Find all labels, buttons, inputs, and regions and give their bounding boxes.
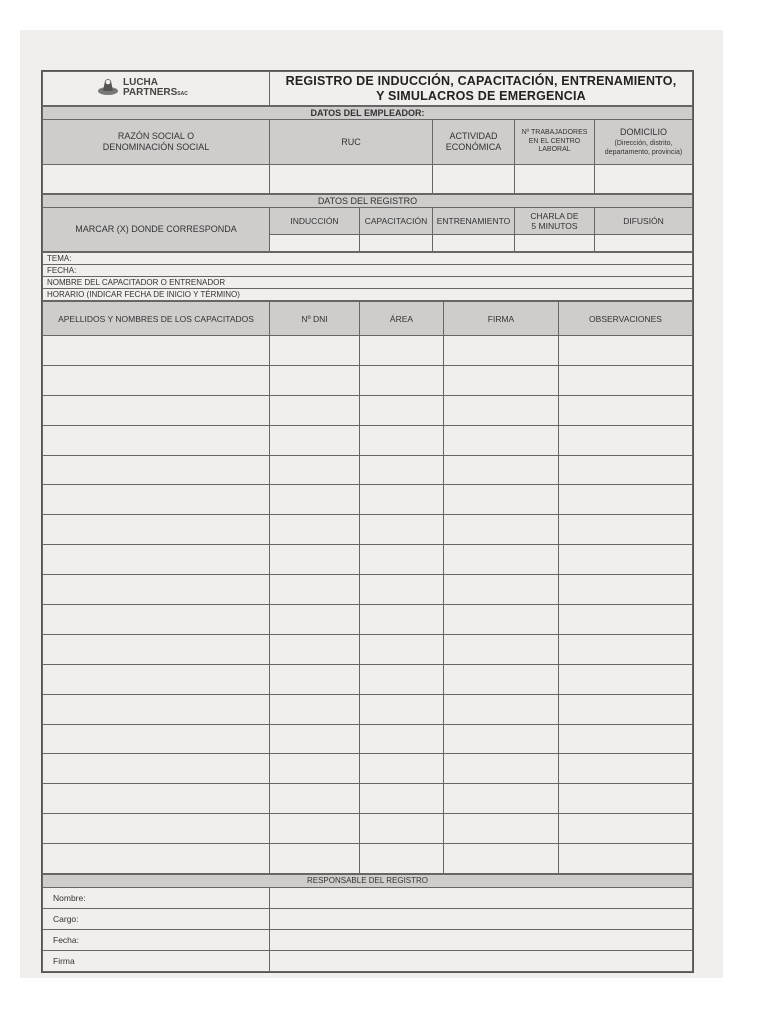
cell-dni[interactable] [270,784,360,814]
input-trabajadores[interactable] [515,165,595,194]
table-row [43,336,693,366]
table-row [43,634,693,664]
cell-observaciones[interactable] [559,365,693,395]
label-cargo: Cargo: [43,909,270,930]
cell-firma[interactable] [444,694,559,724]
cell-observaciones[interactable] [559,724,693,754]
cell-area[interactable] [360,605,444,635]
cell-firma[interactable] [444,754,559,784]
col-domicilio [595,120,693,165]
cell-nombre[interactable] [43,425,270,455]
cell-area[interactable] [360,844,444,874]
col-observaciones: OBSERVACIONES [559,302,693,336]
cell-nombre[interactable] [43,336,270,366]
cell-firma[interactable] [444,515,559,545]
field-tema[interactable]: TEMA: [43,253,693,265]
cell-area[interactable] [360,425,444,455]
option-entrenamiento: ENTRENAMIENTO [433,208,515,235]
cell-observaciones[interactable] [559,605,693,635]
cell-observaciones[interactable] [559,694,693,724]
cell-nombre[interactable] [43,694,270,724]
cell-observaciones[interactable] [559,634,693,664]
form-header [42,71,693,106]
cell-nombre[interactable] [43,485,270,515]
col-area: ÁREA [360,302,444,336]
checkbox-induccion[interactable] [270,235,360,252]
domicilio-sublabel: (Dirección, distrito, departamento, provincia) [604,140,683,156]
logo-text-line2: PARTNERS [123,87,178,98]
cell-nombre[interactable] [43,844,270,874]
table-row [43,455,693,485]
cell-nombre[interactable] [43,784,270,814]
cell-firma[interactable] [444,545,559,575]
label-firma: Firma [43,951,270,972]
table-row [43,395,693,425]
cell-dni[interactable] [270,694,360,724]
responsable-table [42,874,693,972]
checkbox-difusion[interactable] [595,235,693,252]
field-capacitador[interactable]: NOMBRE DEL CAPACITADOR O ENTRENADOR [43,277,693,289]
cell-observaciones[interactable] [559,485,693,515]
cell-dni[interactable] [270,455,360,485]
col-trabajadores: Nº TRABAJADORES EN EL CENTRO LABORAL [515,120,595,165]
checkbox-capacitacion[interactable] [360,235,433,252]
cell-nombre[interactable] [43,455,270,485]
cell-dni[interactable] [270,814,360,844]
col-razon-social: RAZÓN SOCIAL O DENOMINACIÓN SOCIAL [43,120,270,165]
cell-area[interactable] [360,784,444,814]
option-induccion: INDUCCIÓN [270,208,360,235]
info-fields [42,252,693,301]
cell-area[interactable] [360,754,444,784]
cell-area[interactable] [360,724,444,754]
cell-nombre[interactable] [43,605,270,635]
domicilio-label: DOMICILIO [619,127,667,137]
cell-nombre[interactable] [43,814,270,844]
form-title-line1: REGISTRO DE INDUCCIÓN, CAPACITACIÓN, ENTRENAMIENTO, [285,73,677,88]
logo-text-line1: LUCHA [123,77,158,88]
cell-firma[interactable] [444,485,559,515]
cell-firma[interactable] [444,336,559,366]
input-cargo[interactable] [270,909,693,930]
table-row [43,664,693,694]
cell-area[interactable] [360,664,444,694]
registration-form [41,70,694,973]
cell-firma[interactable] [444,455,559,485]
responsable-section-title: RESPONSABLE DEL REGISTRO [43,875,693,888]
cell-observaciones[interactable] [559,664,693,694]
col-actividad: ACTIVIDAD ECONÓMICA [433,120,515,165]
cell-observaciones[interactable] [559,395,693,425]
option-capacitacion: CAPACITACIÓN [360,208,433,235]
field-fecha[interactable]: FECHA: [43,265,693,277]
form-title-line2: Y SIMULACROS DE EMERGENCIA [376,88,586,103]
cell-nombre[interactable] [43,545,270,575]
col-dni: Nº DNI [270,302,360,336]
employer-section-title: DATOS DEL EMPLEADOR: [43,107,693,120]
cell-firma[interactable] [444,575,559,605]
cell-dni[interactable] [270,664,360,694]
cell-firma[interactable] [444,605,559,635]
col-apellidos: APELLIDOS Y NOMBRES DE LOS CAPACITADOS [43,302,270,336]
cell-observaciones[interactable] [559,515,693,545]
cell-nombre[interactable] [43,365,270,395]
cell-dni[interactable] [270,844,360,874]
cell-firma[interactable] [444,425,559,455]
table-row [43,694,693,724]
cell-observaciones[interactable] [559,814,693,844]
cell-dni[interactable] [270,395,360,425]
registro-section-title: DATOS DEL REGISTRO [43,195,693,208]
table-row [43,724,693,754]
cell-area[interactable] [360,485,444,515]
cell-nombre[interactable] [43,664,270,694]
attendees-table [42,301,693,874]
cell-dni[interactable] [270,634,360,664]
input-fecha[interactable] [270,930,693,951]
cell-area[interactable] [360,814,444,844]
cell-dni[interactable] [270,754,360,784]
cell-area[interactable] [360,395,444,425]
cell-dni[interactable] [270,515,360,545]
cell-firma[interactable] [444,724,559,754]
cell-area[interactable] [360,634,444,664]
cell-nombre[interactable] [43,515,270,545]
attendee-rows [43,336,693,874]
cell-dni[interactable] [270,336,360,366]
cell-observaciones[interactable] [559,754,693,784]
logo-cell [43,72,270,106]
field-horario[interactable]: HORARIO (INDICAR FECHA DE INICIO Y TÉRMINO) [43,289,693,301]
table-row [43,365,693,395]
table-row [43,844,693,874]
cell-firma[interactable] [444,784,559,814]
cell-nombre[interactable] [43,575,270,605]
table-row [43,485,693,515]
cell-nombre[interactable] [43,634,270,664]
label-fecha: Fecha: [43,930,270,951]
cell-area[interactable] [360,365,444,395]
cell-firma[interactable] [444,814,559,844]
mark-label: MARCAR (X) DONDE CORRESPONDA [43,208,270,252]
cell-observaciones[interactable] [559,784,693,814]
cell-dni[interactable] [270,575,360,605]
cell-nombre[interactable] [43,724,270,754]
cell-dni[interactable] [270,545,360,575]
cell-area[interactable] [360,336,444,366]
cell-dni[interactable] [270,724,360,754]
cell-observaciones[interactable] [559,575,693,605]
col-firma: FIRMA [444,302,559,336]
cell-area[interactable] [360,515,444,545]
cell-firma[interactable] [444,365,559,395]
cell-area[interactable] [360,545,444,575]
cell-firma[interactable] [444,664,559,694]
label-nombre: Nombre: [43,888,270,909]
cell-observaciones[interactable] [559,545,693,575]
cell-dni[interactable] [270,425,360,455]
input-razon-social[interactable] [43,165,270,194]
cell-nombre[interactable] [43,754,270,784]
cell-dni[interactable] [270,365,360,395]
table-row [43,754,693,784]
col-ruc: RUC [270,120,433,165]
lucha-partners-logo-icon [97,76,119,101]
checkbox-entrenamiento[interactable] [433,235,515,252]
checkbox-charla[interactable] [515,235,595,252]
cell-firma[interactable] [444,395,559,425]
cell-nombre[interactable] [43,395,270,425]
cell-area[interactable] [360,575,444,605]
cell-firma[interactable] [444,634,559,664]
cell-dni[interactable] [270,605,360,635]
input-domicilio[interactable] [595,165,693,194]
option-charla: CHARLA DE 5 MINUTOS [515,208,595,235]
table-row [43,515,693,545]
cell-firma[interactable] [444,844,559,874]
input-ruc[interactable] [270,165,433,194]
cell-area[interactable] [360,694,444,724]
table-row [43,545,693,575]
cell-dni[interactable] [270,485,360,515]
cell-observaciones[interactable] [559,425,693,455]
cell-observaciones[interactable] [559,336,693,366]
table-row [43,425,693,455]
option-difusion: DIFUSIÓN [595,208,693,235]
input-actividad[interactable] [433,165,515,194]
table-row [43,605,693,635]
table-row [43,575,693,605]
input-firma[interactable] [270,951,693,972]
employer-table [42,106,693,194]
title-cell [270,72,693,106]
input-nombre[interactable] [270,888,693,909]
cell-area[interactable] [360,455,444,485]
table-row [43,814,693,844]
cell-observaciones[interactable] [559,844,693,874]
cell-observaciones[interactable] [559,455,693,485]
logo-trademark: SAC [177,91,188,97]
table-row [43,784,693,814]
registro-table [42,194,693,252]
